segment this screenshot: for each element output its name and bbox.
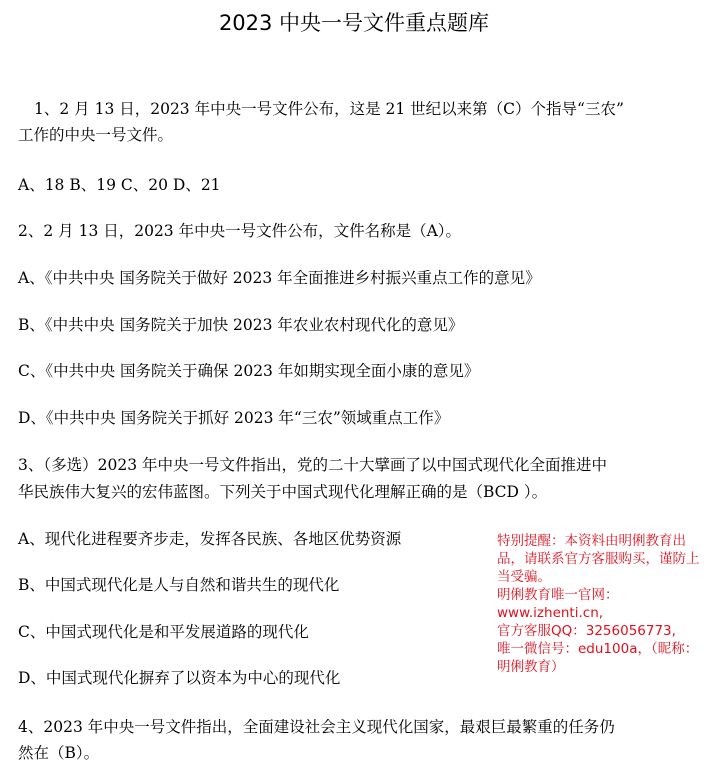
notice-service-qq: 官方客服QQ：3256056773, (497, 623, 676, 639)
question-4-line-1: 4、2023 年中央一号文件指出，全面建设社会主义现代化国家，最艰巨最繁重的任务仍 (18, 718, 615, 736)
question-3-line-2: 华民族伟大复兴的宏伟蓝图。下列关于中国式现代化理解正确的是（BCD ）。 (18, 483, 548, 501)
question-2-option-b: B、《中共中央 国务院关于加快 2023 年农业农村现代化的意见》 (18, 316, 464, 334)
question-3-option-a: A、现代化进程要齐步走，发挥各民族、各地区优势资源 (18, 530, 402, 548)
question-1-options: A、18 B、19 C、20 D、21 (18, 176, 221, 194)
question-4-line-2: 然在（B）。 (18, 744, 100, 762)
question-1-text-1: 1、2 月 13 日，2023 年中央一号文件公布，这是 21 世纪以来第（C）个指导“三农” (34, 100, 624, 118)
question-2-option-c: C、《中共中央 国务院关于确保 2023 年如期实现全面小康的意见》 (18, 362, 480, 380)
copyright-notice (497, 532, 702, 676)
notice-site-url: www.izhenti.cn, (497, 605, 604, 621)
page-title: 2023 中央一号文件重点题库 (218, 11, 490, 35)
question-2-option-d: D、《中共中央 国务院关于抓好 2023 年“三农”领域重点工作》 (18, 409, 450, 427)
question-3-line-1: 3、（多选）2023 年中央一号文件指出，党的二十大擘画了以中国式现代化全面推进中 (18, 456, 607, 474)
notice-site-label: 明俐教育唯一官网： (497, 587, 619, 603)
question-3-option-b: B、中国式现代化是人与自然和谐共生的现代化 (18, 576, 340, 594)
question-2-stem: 2、2 月 13 日，2023 年中央一号文件公布，文件名称是（A）。 (18, 222, 462, 240)
question-2-option-a: A、《中共中央 国务院关于做好 2023 年全面推进乡村振兴重点工作的意见》 (18, 269, 541, 287)
question-1-line-1 (18, 96, 624, 122)
notice-wechat: 唯一微信号：edu100a，（昵称：明俐教育） (497, 641, 699, 675)
question-3-option-c: C、中国式现代化是和平发展道路的现代化 (18, 623, 309, 641)
notice-text: 特别提醒：本资料由明俐教育出品，请联系官方客服购买，谨防上当受骗。 (497, 533, 700, 585)
question-3-option-d: D、中国式现代化摒弃了以资本为中心的现代化 (18, 669, 341, 687)
question-1-line-2: 工作的中央一号文件。 (18, 126, 174, 144)
